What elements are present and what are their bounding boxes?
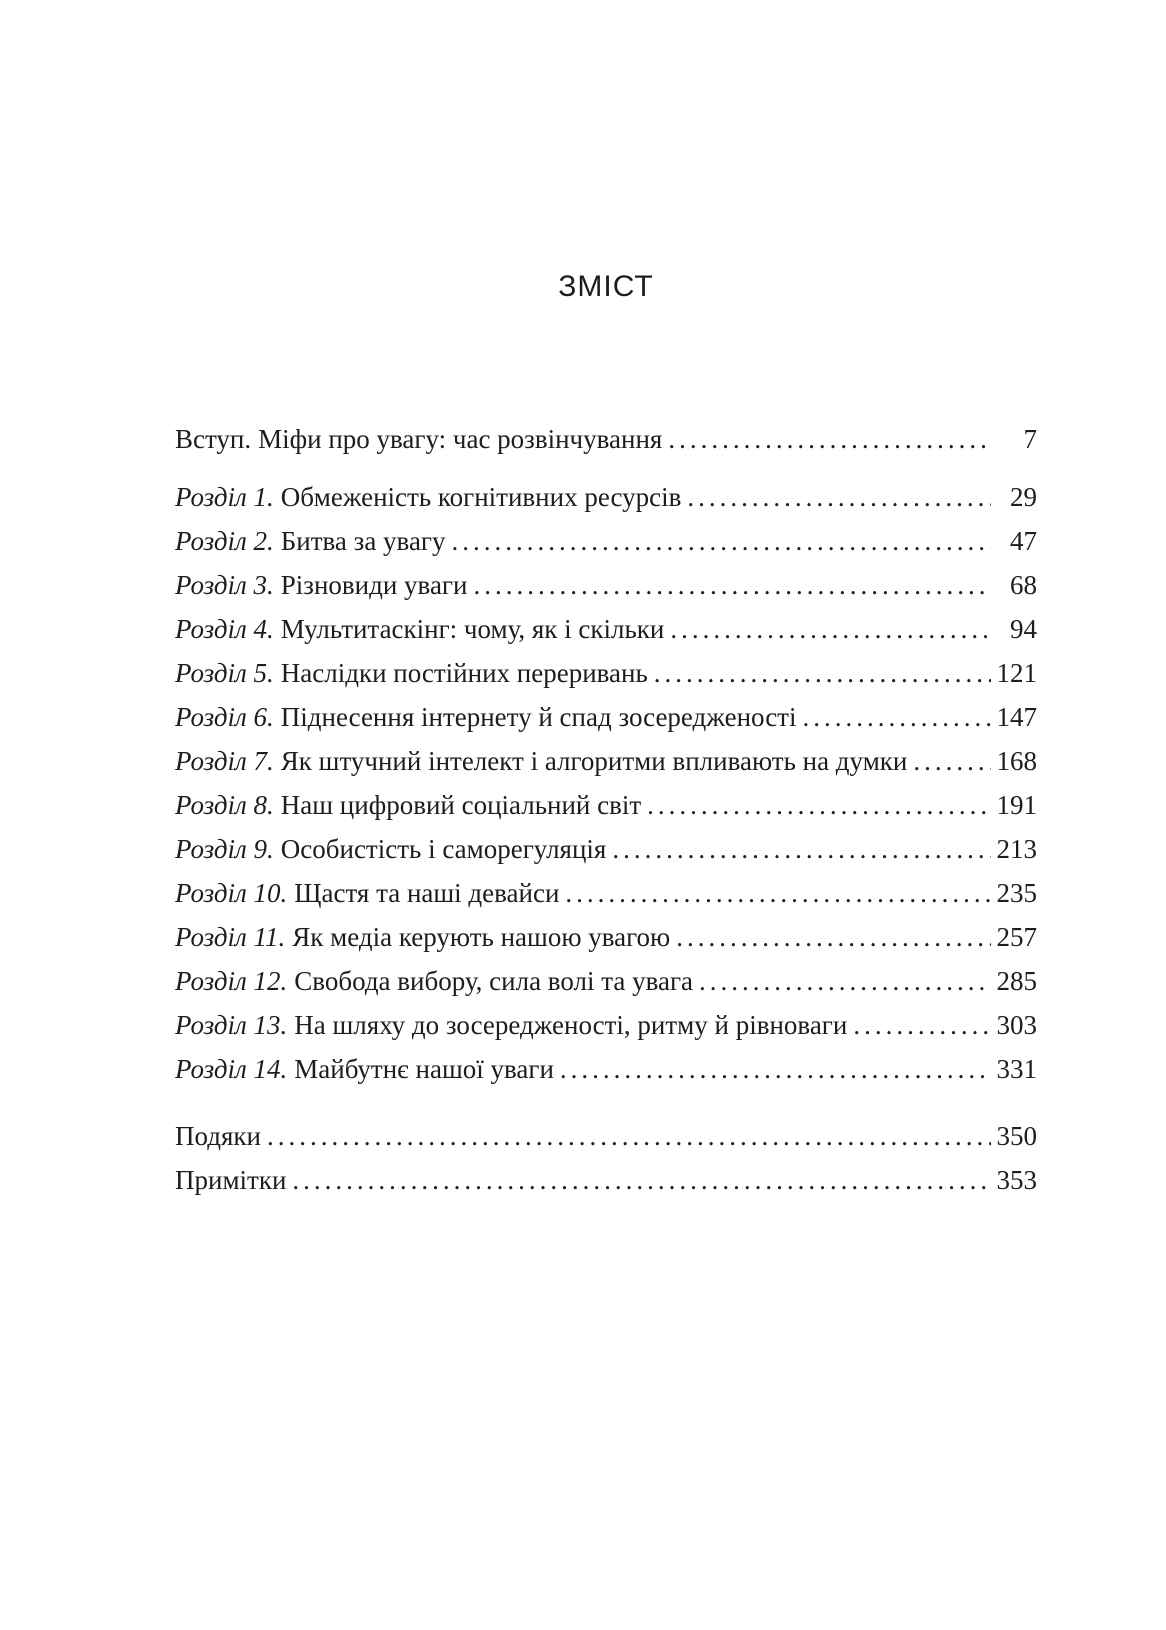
toc-entry-page: 121 — [996, 658, 1037, 688]
toc-entry-page: 29 — [1010, 482, 1037, 512]
toc-entry-page: 303 — [996, 1010, 1037, 1040]
toc-entry-title: Міфи про увагу: час розвінчування — [258, 424, 663, 454]
page-title: ЗМІСТ — [558, 270, 654, 303]
toc-entry-prefix: Розділ 14. — [175, 1054, 288, 1084]
toc-entry — [175, 607, 1037, 651]
toc-entry-title: Піднесення інтернету й спад зосередженості — [280, 702, 797, 732]
toc-leader-dots — [699, 959, 991, 1003]
toc-entry-page: 94 — [1010, 614, 1037, 644]
toc-entry-prefix: Розділ 4. — [175, 614, 274, 644]
toc-leader-dots — [473, 563, 991, 607]
toc-entry-title: Як штучний інтелект і алгоритми впливають на думки — [280, 746, 908, 776]
toc-entry-title: Примітки — [175, 1165, 287, 1195]
toc-entry-prefix: Розділ 5. — [175, 658, 274, 688]
toc-entry-prefix: Розділ 3. — [175, 570, 274, 600]
toc-entry-page: 68 — [1010, 570, 1037, 600]
toc-entry-title: Обмеженість когнітивних ресурсів — [280, 482, 682, 512]
toc-entry — [175, 959, 1037, 1003]
toc-entry-prefix: Розділ 7. — [175, 746, 274, 776]
toc-entry — [175, 563, 1037, 607]
toc-entry-title: Різновиди уваги — [280, 570, 468, 600]
toc-leader-dots — [802, 695, 991, 739]
toc-entry — [175, 417, 1037, 461]
toc-leader-dots — [647, 783, 991, 827]
toc-entry — [175, 1158, 1037, 1202]
toc-entry-page: 257 — [996, 922, 1037, 952]
toc-entry — [175, 783, 1037, 827]
toc-entry-title: Майбутнє нашої уваги — [294, 1054, 554, 1084]
toc-entry-page: 213 — [996, 834, 1037, 864]
toc-entry-prefix: Розділ 13. — [175, 1010, 288, 1040]
toc-entry — [175, 1114, 1037, 1158]
toc-leader-dots — [687, 475, 991, 519]
toc-entry — [175, 1003, 1037, 1047]
toc-entry-page: 168 — [996, 746, 1037, 776]
toc-entry-prefix: Розділ 9. — [175, 834, 274, 864]
toc-entry-title: Мультитаскінг: чому, як і скільки — [280, 614, 665, 644]
toc-entry-title: Наш цифровий соціальний світ — [280, 790, 642, 820]
toc-entry-prefix: Розділ 10. — [175, 878, 288, 908]
toc-entry-title: Щастя та наші девайси — [294, 878, 560, 908]
toc-entry — [175, 475, 1037, 519]
toc-entry — [175, 519, 1037, 563]
toc-entry-page: 47 — [1010, 526, 1037, 556]
toc-entry-page: 285 — [996, 966, 1037, 996]
toc-entry — [175, 1047, 1037, 1091]
toc-entry-page: 353 — [996, 1165, 1037, 1195]
toc-entry-title: Наслідки постійних переривань — [280, 658, 648, 688]
toc-entry-page: 331 — [996, 1054, 1037, 1084]
toc-entry-page: 7 — [1023, 424, 1037, 454]
toc-entry — [175, 915, 1037, 959]
toc-entry-prefix: Розділ 2. — [175, 526, 274, 556]
toc-leader-dots — [668, 417, 991, 461]
toc-entry-prefix: Розділ 6. — [175, 702, 274, 732]
toc-leader-dots — [560, 1047, 991, 1091]
toc-entry — [175, 651, 1037, 695]
toc-entry-title: Особистість і саморегуляція — [280, 834, 607, 864]
toc-leader-dots — [853, 1003, 991, 1047]
toc-entry-page: 350 — [996, 1121, 1037, 1151]
toc-entry-title: Битва за увагу — [280, 526, 446, 556]
toc-entry-prefix: Розділ 12. — [175, 966, 288, 996]
toc-leader-dots — [612, 827, 991, 871]
toc-entry — [175, 739, 1037, 783]
toc-entry-page: 191 — [996, 790, 1037, 820]
toc-leader-dots — [654, 651, 991, 695]
toc-entry — [175, 871, 1037, 915]
toc-list — [175, 417, 1037, 1202]
toc-entry-page: 235 — [996, 878, 1037, 908]
toc-entry-page: 147 — [996, 702, 1037, 732]
toc-leader-dots — [670, 607, 991, 651]
toc-leader-dots — [292, 1158, 991, 1202]
toc-entry-prefix: Розділ 11. — [175, 922, 286, 952]
toc-leader-dots — [565, 871, 991, 915]
toc-entry-prefix: Розділ 8. — [175, 790, 274, 820]
toc-entry-prefix: Розділ 1. — [175, 482, 274, 512]
toc-entry-title: Як медіа керують нашою увагою — [292, 922, 671, 952]
toc-leader-dots — [676, 915, 991, 959]
toc-entry — [175, 695, 1037, 739]
toc-leader-dots — [452, 519, 991, 563]
toc-leader-dots — [913, 739, 991, 783]
toc-leader-dots — [267, 1114, 991, 1158]
toc-entry-prefix: Вступ. — [175, 424, 252, 454]
toc-entry — [175, 827, 1037, 871]
toc-entry-title: Подяки — [175, 1121, 261, 1151]
toc-entry-title: Свобода вибору, сила волі та увага — [294, 966, 694, 996]
toc-entry-title: На шляху до зосередженості, ритму й рівноваги — [294, 1010, 848, 1040]
